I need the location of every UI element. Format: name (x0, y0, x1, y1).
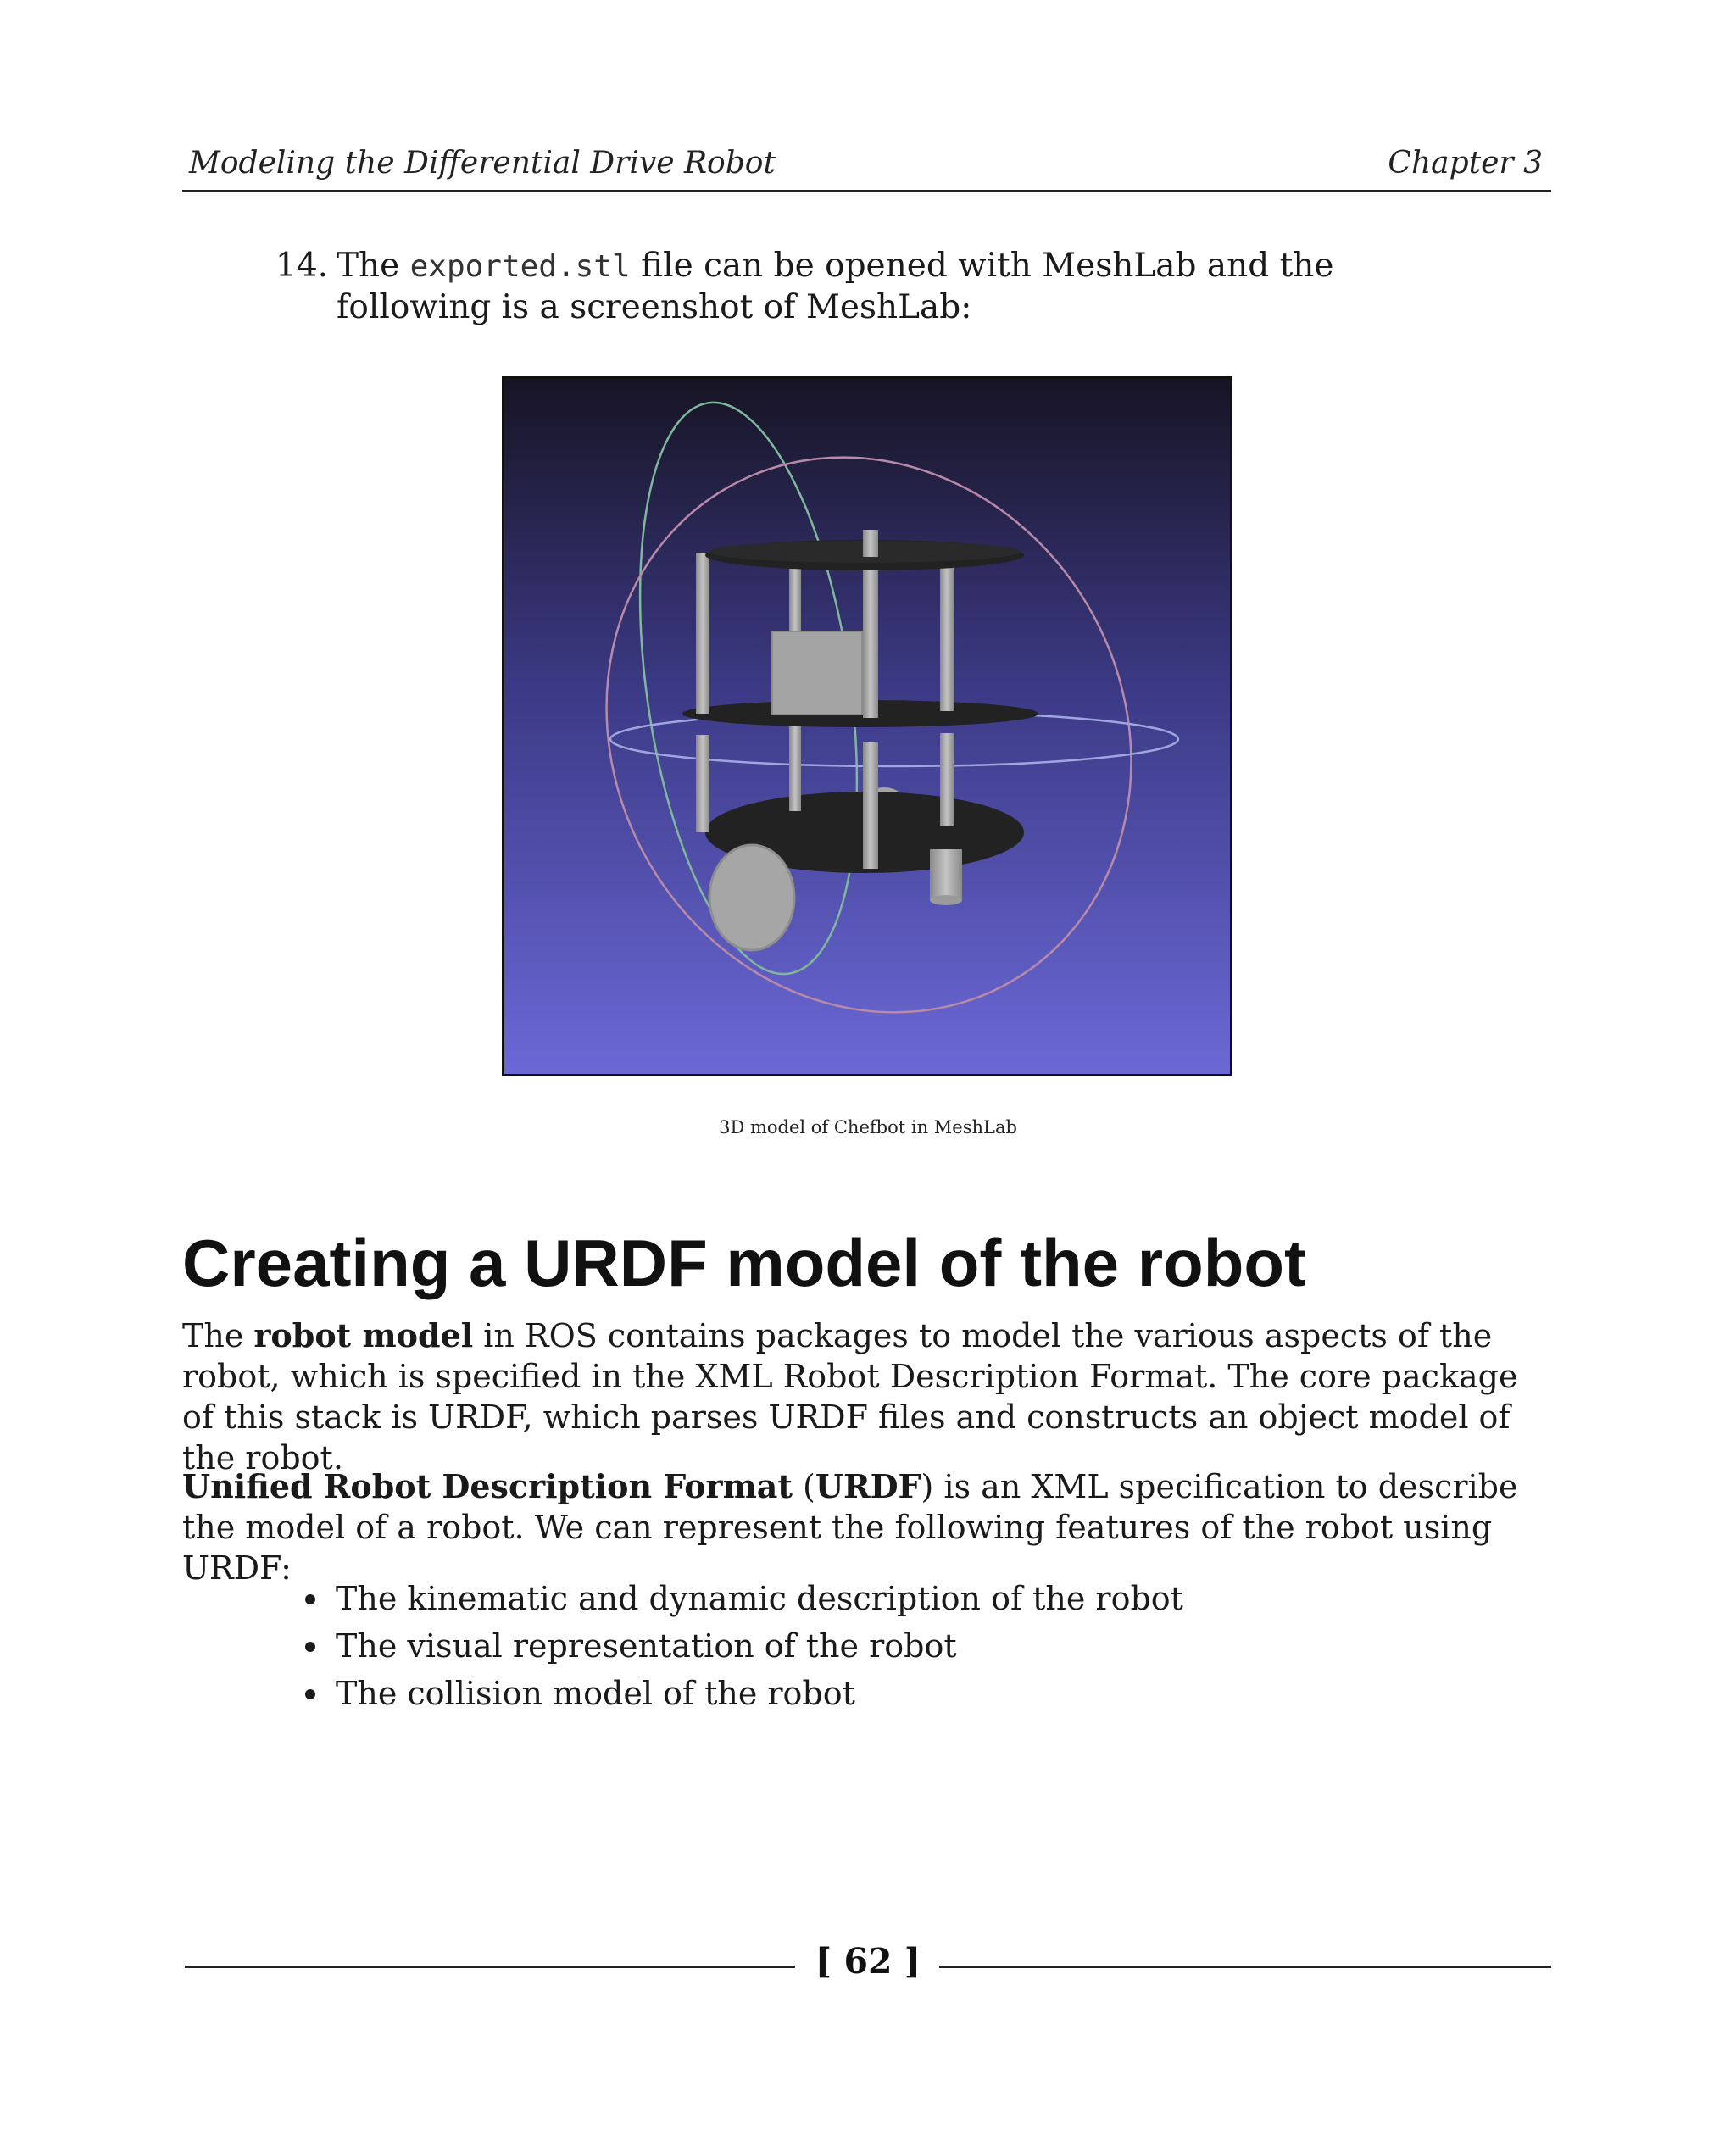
page-number: [ 62 ] (815, 1941, 921, 1982)
list-item-text: The visual representation of the robot (336, 1627, 957, 1665)
list-item (305, 1575, 1183, 1622)
list-item-text: The kinematic and dynamic description of the robot (336, 1580, 1183, 1617)
bullet-icon (305, 1689, 315, 1699)
pillar-upper-right (940, 559, 954, 711)
header-chapter-title: Modeling the Differential Drive Robot (189, 146, 776, 181)
figure-caption: 3D model of Chefbot in MeshLab (719, 1117, 1017, 1137)
paragraph-urdf-definition (182, 1466, 1555, 1588)
step-number: 14. (275, 247, 329, 285)
para1-text-rest: in ROS contains packages to model the various aspects of the robot, which is specified in the XML Robot Description Format. The core package of this stack is URDF, which parses URDF files and constructs an object model of the robot. (182, 1317, 1518, 1476)
page-footer (185, 1941, 1551, 1992)
para2-text-rest: ) is an XML specification to describe the model of a robot. We can represent the following features of the robot using URDF: (182, 1468, 1518, 1587)
section-heading: Creating a URDF model of the robot (182, 1226, 1306, 1300)
bullet-icon (305, 1594, 315, 1604)
list-item (305, 1622, 1183, 1670)
step-text-after: file can be opened with MeshLab and the following is a screenshot of MeshLab: (337, 247, 1334, 326)
list-item (305, 1670, 1183, 1717)
urdf-features-list (305, 1575, 1183, 1717)
para1-text-start: The (182, 1317, 254, 1354)
footer-rule-right (939, 1966, 1551, 1968)
step-text (337, 246, 1472, 328)
meshlab-screenshot (502, 376, 1232, 1076)
pillar-lower-center (863, 742, 878, 869)
caster-front (930, 849, 962, 900)
pillar-upper-left (696, 553, 709, 714)
para2-bold-term: Unified Robot Description Format (182, 1467, 793, 1505)
para2-bold-acronym: URDF (815, 1467, 921, 1505)
pillar-lower-back (789, 726, 801, 811)
running-header (182, 142, 1551, 192)
header-chapter-number: Chapter 3 (1388, 146, 1543, 181)
pillar-lower-left (696, 735, 709, 832)
chefbot-3d-model-illustration (504, 379, 1230, 1074)
pillar-upper-center (863, 548, 878, 718)
list-item-text: The collision model of the robot (336, 1675, 855, 1712)
para2-paren-open: ( (792, 1468, 815, 1505)
center-box (772, 631, 862, 715)
inline-code-filename: exported.stl (409, 249, 631, 284)
paragraph-robot-model (182, 1315, 1555, 1478)
step-text-before: The (337, 247, 410, 285)
para1-bold-term: robot model (253, 1316, 474, 1354)
pillar-lower-right (940, 733, 954, 826)
bullet-icon (305, 1642, 315, 1652)
